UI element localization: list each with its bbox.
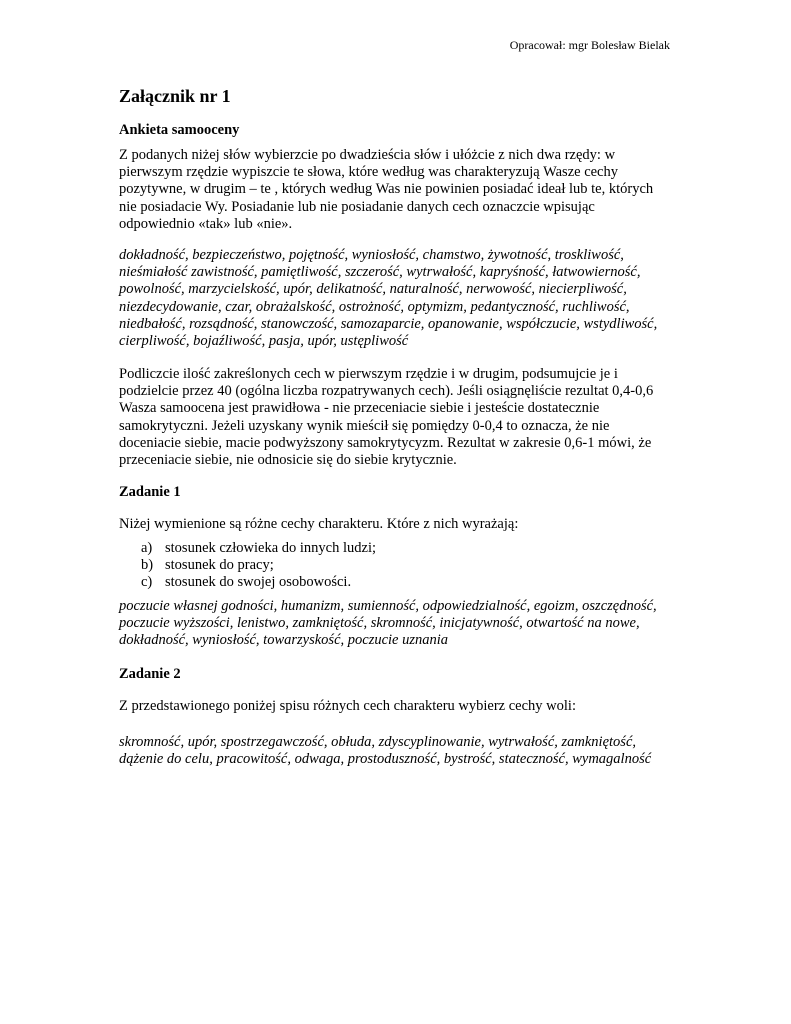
section-heading-ankieta: Ankieta samooceny xyxy=(119,122,240,138)
zadanie-2-question: Z przedstawionego poniżej spisu różnych cech charakteru wybierz cechy woli: xyxy=(119,698,576,714)
ankieta-intro-paragraph: Z podanych niżej słów wybierzcie po dwadzieścia słów i ułóżcie z nich dwa rzędy: w pierwszym rzędzie wypiszcie te słowa, które według was charakteryzują Wasze cechy pozytywne, w drugim – te , których według Was nie powinien posiadać ideał lub te, których nie posiadacie Wy. Posiadanie lub nie posiadanie danych cech oznaczcie wpisując odpowiednio «tak» lub «nie». xyxy=(119,147,654,232)
section-heading-zadanie-1: Zadanie 1 xyxy=(119,484,181,500)
zadanie-1-options-list xyxy=(119,540,376,592)
list-item-text: stosunek człowieka do innych ludzi; xyxy=(165,540,377,556)
zadanie-2-word-list: skromność, upór, spostrzegawczość, obłuda, zdyscyplinowanie, wytrwałość, zamkniętość, dążenie do celu, pracowitość, odwaga, prostoduszność, bystrość, stateczność, wymagalność xyxy=(119,734,652,768)
list-item xyxy=(119,540,376,557)
list-marker: a) xyxy=(141,540,153,556)
list-item-text: stosunek do pracy; xyxy=(165,557,274,574)
ankieta-summary-paragraph: Podliczcie ilość zakreślonych cech w pierwszym rzędzie i w drugim, podsumujcie je i podzielcie przez 40 (ogólna liczba rozpatrywanych cech). Jeśli osiągnęliście rezultat 0,4-0,6 Wasza samoocena jest prawidłowa - nie przeceniacie siebie i jesteście dostatecznie samokrytyczni. Jeżeli uzyskany wynik mieścił się pomiędzy 0-0,4 to oznacza, że nie doceniacie siebie, macie podwyższony samokrytycyzm. Rezultat w zakresie 0,6-1 mówi, że przeceniacie siebie, nie odnosicie się do siebie krytycznie. xyxy=(119,366,654,469)
zadanie-1-word-list: poczucie własnej godności, humanizm, sumienność, odpowiedzialność, egoizm, oszczędność, poczucie wyższości, lenistwo, zamkniętość, skromność, inicjatywność, otwartość na nowe, dokładność, wyniosłość, towarzyskość, poczucie uznania xyxy=(119,598,657,649)
list-item xyxy=(119,574,376,591)
list-marker: b) xyxy=(141,557,154,574)
section-heading-zadanie-2: Zadanie 2 xyxy=(119,666,181,682)
ankieta-word-list: dokładność, bezpieczeństwo, pojętność, wyniosłość, chamstwo, żywotność, troskliwość, nieśmiałość zawistność, pamiętliwość, szczerość, wytrwałość, kapryśność, łatwowierność, powolność, marzycielskość, upór, delikatność, naturalność, nerwowość, niecierpliwość, niezdecydowanie, czar, obrażalskość, ostrożność, optymizm, pedantyczność, ruchliwość, niedbałość, rozsądność, stanowczość, samozaparcie, opanowanie, współczucie, wstydliwość, cierpliwość, bojaźliwość, pasja, upór, ustępliwość xyxy=(119,247,658,350)
list-item-text: stosunek do swojej osobowości. xyxy=(165,574,352,591)
list-marker: c) xyxy=(141,574,153,591)
page-header-author: Opracował: mgr Bolesław Bielak xyxy=(509,38,670,52)
zadanie-1-question: Niżej wymienione są różne cechy charakteru. Które z nich wyrażają: xyxy=(119,516,519,532)
page-title: Załącznik nr 1 xyxy=(119,86,231,106)
list-item xyxy=(119,557,376,574)
